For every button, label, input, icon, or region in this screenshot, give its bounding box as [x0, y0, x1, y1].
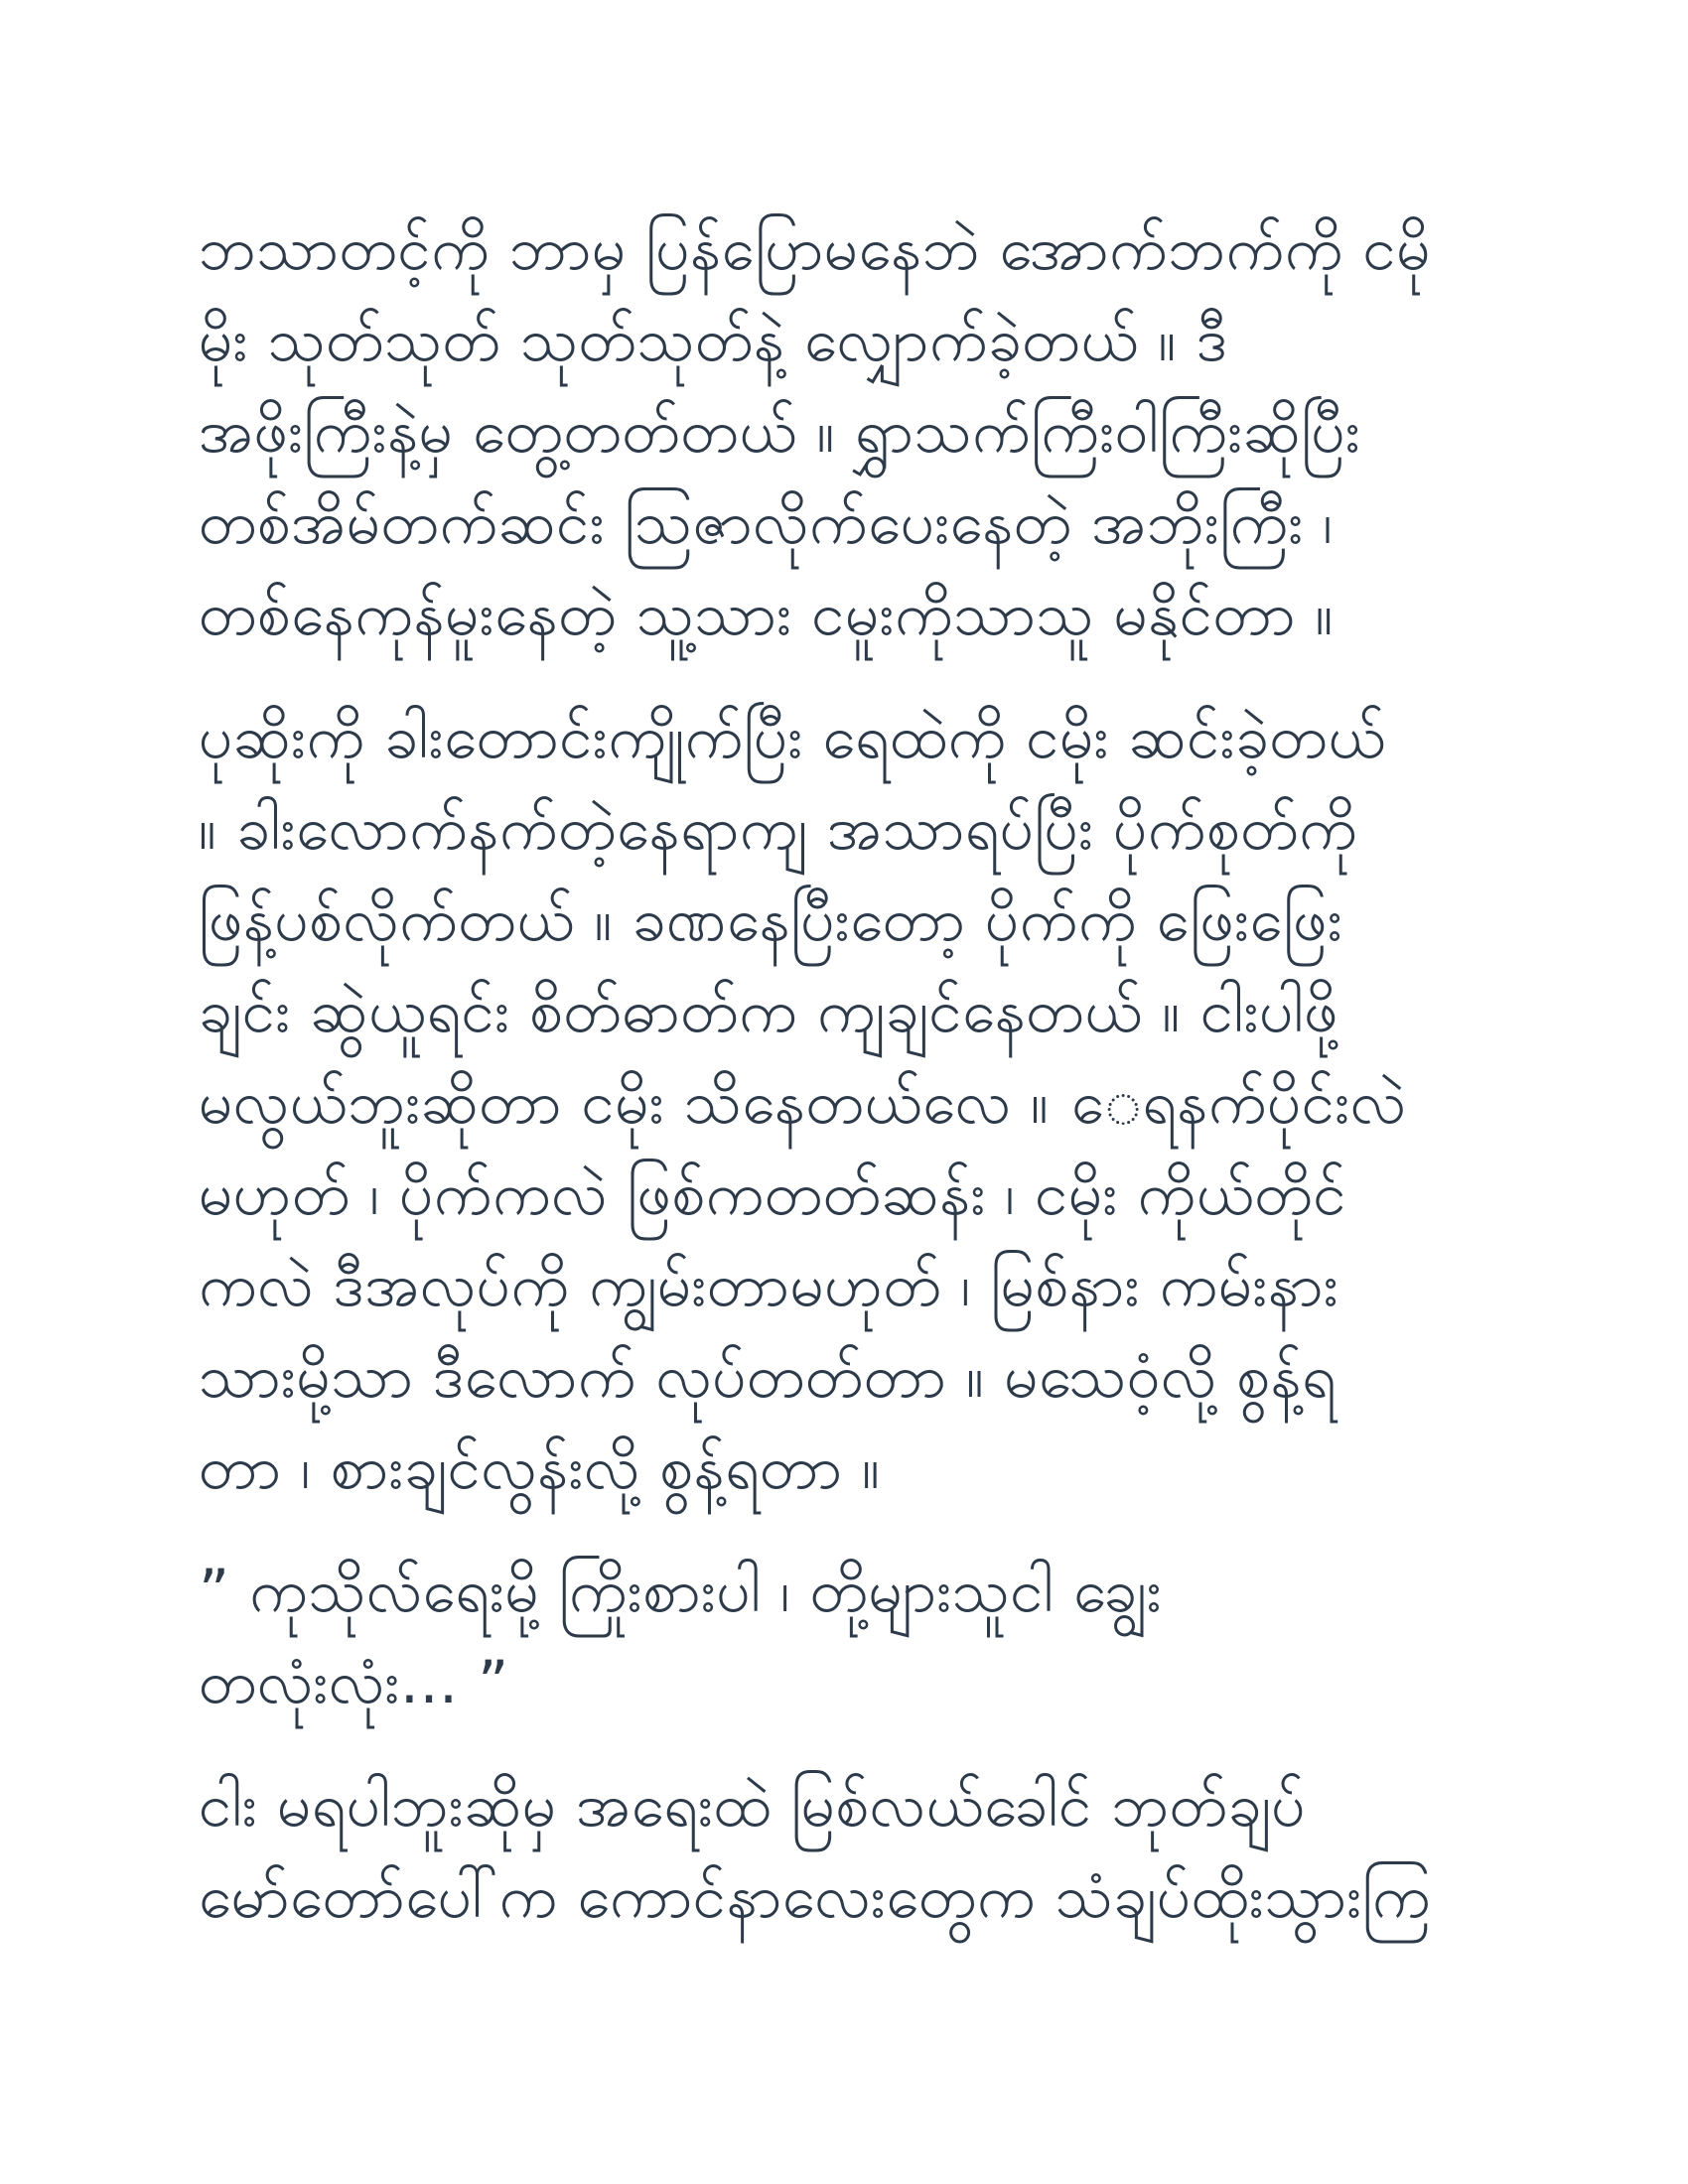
paragraph-2 [199, 692, 1489, 1514]
text-line: သားမို့သာ ဒီလောက် လုပ်တတ်တာ ။ မသေဝံ့လို့ စွန့်ရ [199, 1342, 1336, 1412]
paragraph-3-quote [199, 1546, 1489, 1728]
text-line: မလွယ်ဘူးဆိုတာ ငမိုး သိနေတယ်လေ ။ ေရနက်ပိုင်းလဲ [199, 1068, 1407, 1138]
text-line: ချင်း ဆွဲယူရင်း စိတ်ဓာတ်က ကျချင်နေတယ် ။ ငါးပါဖို့ [199, 977, 1338, 1046]
text-line: ။ ခါးလောက်နက်တဲ့နေရာကျ အသာရပ်ပြီး ပိုက်စုတ်ကို [199, 794, 1358, 864]
text-line: ဘသာတင့်ကို ဘာမှ ပြန်ပြောမနေဘဲ အောက်ဘက်ကို ငမို [199, 214, 1432, 284]
text-line: ဖြန့်ပစ်လိုက်တယ် ။ ခဏနေပြီးတော့ ပိုက်ကို ဖြေးဖြေး [199, 886, 1343, 955]
document-body [199, 204, 1489, 1975]
text-line: တာ ၊ စားချင်လွန်းလို့ စွန့်ရတာ ။ [199, 1433, 881, 1503]
text-line: ငါး မရပါဘူးဆိုမှ အရေးထဲ မြစ်လယ်ခေါင် ဘုတ်ချပ် [199, 1771, 1307, 1841]
text-line: မဟုတ် ၊ ပိုက်ကလဲ ဖြစ်ကတတ်ဆန်း ၊ ငမိုး ကိုယ်တိုင် [199, 1160, 1347, 1229]
text-line: မိုး သုတ်သုတ် သုတ်သုတ်နဲ့ လျှောက်ခဲ့တယ် ။ ဒီ [199, 306, 1228, 375]
paragraph-1 [199, 204, 1489, 660]
text-line: တစ်အိမ်တက်ဆင်း သြဇာလိုက်ပေးနေတဲ့ အဘိုးကြီး ၊ [199, 488, 1334, 558]
text-line: ” ကုသိုလ်ရေးမို့ ကြိုးစားပါ ၊ တို့များသူငါ ချွေး [199, 1557, 1163, 1626]
text-line: တလုံးလုံး... ” [199, 1648, 509, 1717]
paragraph-4 [199, 1760, 1489, 1943]
text-line: တစ်နေကုန်မူးနေတဲ့ သူ့သား ငမူးကိုသာသူ မနိုင်တာ ။ [199, 580, 1335, 649]
text-line: မော်တော်ပေါ်က ကောင်နာလေးတွေက သံချပ်ထိုးသွားကြ [199, 1862, 1432, 1932]
text-line: ကလဲ ဒီအလုပ်ကို ကျွမ်းတာမဟုတ် ၊ မြစ်နား ကမ်းနား [199, 1251, 1339, 1320]
text-line: အဖိုးကြီးနဲ့မှ တွေ့တတ်တယ် ။ ရွှာသက်ကြီးဝါကြီးဆိုပြီး [199, 397, 1361, 467]
text-line: ပုဆိုးကို ခါးတောင်းကျိုက်ပြီး ရေထဲကို ငမိုး ဆင်းခဲ့တယ် [199, 703, 1387, 772]
